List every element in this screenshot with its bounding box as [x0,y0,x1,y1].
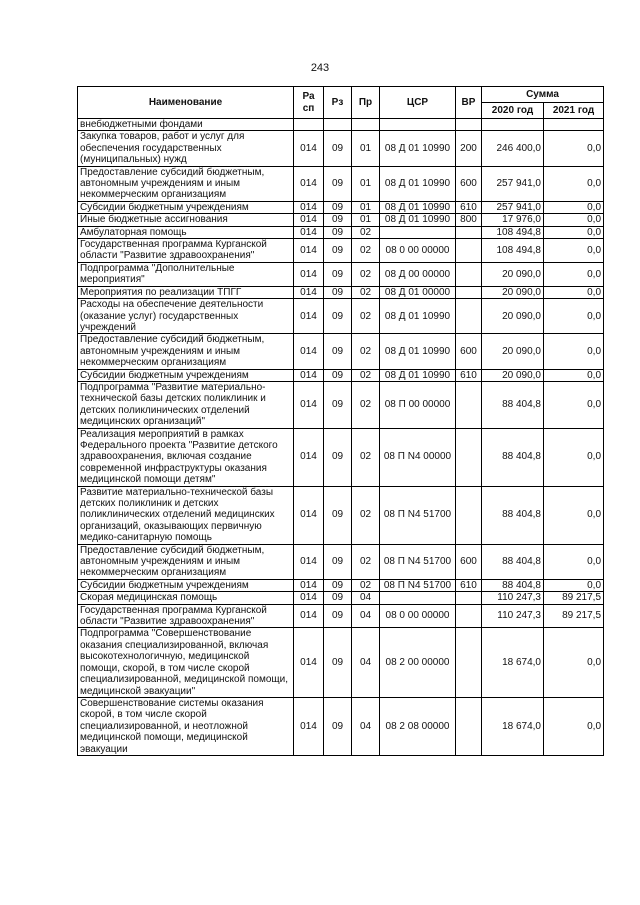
table-row [78,286,604,298]
cell-ra: 014 [294,697,324,755]
cell-csr: 08 П N4 51700 [380,544,456,579]
table-row [78,239,604,263]
table-row [78,381,604,428]
cell-name: Скорая медицинская помощь [78,592,294,604]
cell-pr: 02 [352,381,380,428]
cell-vr [456,262,482,286]
cell-name: Амбулаторная помощь [78,226,294,238]
cell-sum-2021: 0,0 [544,428,604,486]
cell-ra: 014 [294,592,324,604]
cell-ra [294,119,324,131]
cell-pr: 02 [352,226,380,238]
cell-ra: 014 [294,334,324,369]
cell-ra: 014 [294,214,324,226]
cell-sum-2020: 20 090,0 [482,334,544,369]
cell-rz: 09 [324,544,352,579]
table-row [78,299,604,334]
cell-sum-2020: 20 090,0 [482,286,544,298]
cell-rz: 09 [324,239,352,263]
cell-ra: 014 [294,201,324,213]
cell-ra: 014 [294,299,324,334]
cell-name: Реализация мероприятий в рамках Федерального проекта "Развитие детского здравоохранения, включая создание современной инфраструктуры оказания медицинской помощи детям" [78,428,294,486]
cell-csr: 08 П 00 00000 [380,381,456,428]
table-row [78,604,604,628]
cell-sum-2020 [482,119,544,131]
cell-vr [456,697,482,755]
cell-sum-2020: 108 494,8 [482,226,544,238]
cell-vr: 610 [456,369,482,381]
cell-sum-2021: 89 217,5 [544,604,604,628]
header-year-2021: 2021 год [544,103,604,119]
cell-csr: 08 Д 01 10990 [380,166,456,201]
cell-pr: 02 [352,486,380,544]
table-row [78,214,604,226]
cell-pr: 02 [352,579,380,591]
table-row [78,697,604,755]
cell-sum-2020: 17 976,0 [482,214,544,226]
cell-sum-2021: 0,0 [544,239,604,263]
cell-vr: 600 [456,334,482,369]
cell-sum-2021: 0,0 [544,334,604,369]
header-sum: Сумма [482,87,604,103]
cell-pr: 04 [352,697,380,755]
cell-vr: 600 [456,544,482,579]
cell-pr: 01 [352,166,380,201]
table-row [78,166,604,201]
table-header-row [78,87,604,103]
cell-pr: 04 [352,604,380,628]
cell-pr: 01 [352,131,380,166]
cell-pr: 04 [352,592,380,604]
cell-pr: 02 [352,544,380,579]
cell-sum-2021: 0,0 [544,369,604,381]
cell-sum-2020: 20 090,0 [482,299,544,334]
cell-sum-2021: 0,0 [544,544,604,579]
cell-name: Субсидии бюджетным учреждениям [78,579,294,591]
cell-name: Иные бюджетные ассигнования [78,214,294,226]
cell-vr [456,428,482,486]
cell-name: Государственная программа Курганской области "Развитие здравоохранения" [78,239,294,263]
cell-pr: 02 [352,428,380,486]
cell-sum-2020: 18 674,0 [482,697,544,755]
cell-pr: 01 [352,214,380,226]
cell-vr [456,592,482,604]
cell-pr: 02 [352,262,380,286]
cell-rz: 09 [324,131,352,166]
cell-sum-2021: 0,0 [544,226,604,238]
cell-sum-2020: 110 247,3 [482,604,544,628]
cell-vr [456,604,482,628]
cell-rz: 09 [324,628,352,697]
cell-vr: 610 [456,201,482,213]
header-pr: Пр [352,87,380,119]
cell-name: Мероприятия по реализации ТПГГ [78,286,294,298]
cell-sum-2020: 257 941,0 [482,166,544,201]
cell-sum-2021: 89 217,5 [544,592,604,604]
cell-csr [380,592,456,604]
table-row [78,334,604,369]
cell-sum-2021: 0,0 [544,214,604,226]
cell-vr [456,628,482,697]
cell-sum-2021: 0,0 [544,381,604,428]
page-number: 243 [310,62,330,74]
cell-csr: 08 0 00 00000 [380,239,456,263]
cell-name: Субсидии бюджетным учреждениям [78,369,294,381]
table-row [78,592,604,604]
cell-name: Расходы на обеспечение деятельности (оказание услуг) государственных учреждений [78,299,294,334]
cell-sum-2021: 0,0 [544,201,604,213]
cell-vr [456,286,482,298]
cell-name: Подпрограмма "Совершенствование оказания специализированной, включая высокотехнологичную, медицинской помощи, скорой, в том числе скорой специализированной, медицинской помощи, медицинской эвакуации" [78,628,294,697]
cell-ra: 014 [294,381,324,428]
table-row [78,226,604,238]
cell-ra: 014 [294,262,324,286]
cell-pr [352,119,380,131]
cell-ra: 014 [294,166,324,201]
cell-sum-2020: 18 674,0 [482,628,544,697]
cell-rz: 09 [324,604,352,628]
cell-name: Подпрограмма "Развитие материально-технической базы детских поликлиник и детских поликлинических отделений медицинских организаций" [78,381,294,428]
cell-rz: 09 [324,299,352,334]
cell-sum-2021: 0,0 [544,166,604,201]
cell-ra: 014 [294,544,324,579]
cell-name: Предоставление субсидий бюджетным, автономным учреждениям и иным некоммерческим организациям [78,166,294,201]
cell-sum-2021: 0,0 [544,697,604,755]
cell-rz [324,119,352,131]
cell-sum-2020: 88 404,8 [482,428,544,486]
cell-sum-2021 [544,119,604,131]
cell-csr: 08 П N4 00000 [380,428,456,486]
cell-csr: 08 2 08 00000 [380,697,456,755]
cell-name: Предоставление субсидий бюджетным, автономным учреждениям и иным некоммерческим организациям [78,544,294,579]
cell-name: Предоставление субсидий бюджетным, автономным учреждениям и иным некоммерческим организациям [78,334,294,369]
header-name: Наименование [78,87,294,119]
table-row [78,628,604,697]
cell-rz: 09 [324,334,352,369]
cell-sum-2020: 108 494,8 [482,239,544,263]
cell-rz: 09 [324,286,352,298]
cell-name: Совершенствование системы оказания скорой, в том числе скорой специализированной, и неотложной медицинской помощи, медицинской эвакуации [78,697,294,755]
cell-name: Государственная программа Курганской области "Развитие здравоохранения" [78,604,294,628]
cell-name: Подпрограмма "Дополнительные мероприятия" [78,262,294,286]
cell-vr: 200 [456,131,482,166]
cell-sum-2020: 20 090,0 [482,262,544,286]
cell-vr: 800 [456,214,482,226]
cell-pr: 04 [352,628,380,697]
table-row [78,201,604,213]
cell-rz: 09 [324,166,352,201]
cell-sum-2020: 246 400,0 [482,131,544,166]
cell-pr: 02 [352,334,380,369]
cell-ra: 014 [294,628,324,697]
cell-vr [456,239,482,263]
header-rz: Рз [324,87,352,119]
cell-csr: 08 Д 01 10990 [380,369,456,381]
table-row [78,119,604,131]
table-row [78,262,604,286]
cell-rz: 09 [324,486,352,544]
table-row [78,131,604,166]
cell-csr: 08 Д 01 00000 [380,286,456,298]
cell-ra: 014 [294,428,324,486]
cell-csr [380,226,456,238]
cell-rz: 09 [324,428,352,486]
cell-csr: 08 2 00 00000 [380,628,456,697]
header-ra: Ра сп [294,87,324,119]
cell-csr: 08 П N4 51700 [380,579,456,591]
cell-csr: 08 0 00 00000 [380,604,456,628]
cell-pr: 02 [352,299,380,334]
cell-csr: 08 Д 01 10990 [380,214,456,226]
table-row [78,428,604,486]
table-row [78,579,604,591]
cell-sum-2021: 0,0 [544,262,604,286]
cell-sum-2020: 257 941,0 [482,201,544,213]
cell-csr: 08 Д 01 10990 [380,201,456,213]
cell-sum-2021: 0,0 [544,131,604,166]
cell-csr: 08 Д 00 00000 [380,262,456,286]
cell-vr [456,486,482,544]
cell-ra: 014 [294,604,324,628]
cell-csr: 08 Д 01 10990 [380,334,456,369]
table-row [78,544,604,579]
cell-rz: 09 [324,579,352,591]
cell-rz: 09 [324,214,352,226]
cell-csr: 08 Д 01 10990 [380,299,456,334]
cell-ra: 014 [294,369,324,381]
cell-ra: 014 [294,286,324,298]
cell-rz: 09 [324,262,352,286]
cell-pr: 02 [352,239,380,263]
cell-sum-2020: 88 404,8 [482,486,544,544]
cell-name: внебюджетными фондами [78,119,294,131]
cell-vr [456,299,482,334]
cell-ra: 014 [294,239,324,263]
cell-sum-2020: 88 404,8 [482,579,544,591]
cell-sum-2020: 110 247,3 [482,592,544,604]
cell-name: Закупка товаров, работ и услуг для обеспечения государственных (муниципальных) нужд [78,131,294,166]
cell-csr: 08 Д 01 10990 [380,131,456,166]
table-row [78,486,604,544]
cell-rz: 09 [324,369,352,381]
cell-pr: 01 [352,201,380,213]
cell-rz: 09 [324,381,352,428]
header-year-2020: 2020 год [482,103,544,119]
cell-sum-2021: 0,0 [544,579,604,591]
cell-csr [380,119,456,131]
cell-sum-2020: 88 404,8 [482,381,544,428]
cell-vr: 600 [456,166,482,201]
cell-sum-2021: 0,0 [544,486,604,544]
cell-ra: 014 [294,131,324,166]
cell-rz: 09 [324,697,352,755]
cell-rz: 09 [324,592,352,604]
cell-ra: 014 [294,226,324,238]
cell-pr: 02 [352,369,380,381]
cell-sum-2020: 88 404,8 [482,544,544,579]
cell-name: Субсидии бюджетным учреждениям [78,201,294,213]
cell-pr: 02 [352,286,380,298]
cell-rz: 09 [324,201,352,213]
cell-csr: 08 П N4 51700 [380,486,456,544]
cell-vr [456,226,482,238]
header-csr: ЦСР [380,87,456,119]
cell-name: Развитие материально-технической базы детских поликлиник и детских поликлинических отделений медицинских организаций, оказывающих первичную медико-санитарную помощь [78,486,294,544]
budget-table [77,86,604,756]
cell-sum-2021: 0,0 [544,628,604,697]
cell-ra: 014 [294,486,324,544]
cell-ra: 014 [294,579,324,591]
header-vr: ВР [456,87,482,119]
cell-vr [456,381,482,428]
cell-sum-2020: 20 090,0 [482,369,544,381]
cell-sum-2021: 0,0 [544,286,604,298]
cell-vr [456,119,482,131]
cell-sum-2021: 0,0 [544,299,604,334]
table-row [78,369,604,381]
cell-vr: 610 [456,579,482,591]
cell-rz: 09 [324,226,352,238]
